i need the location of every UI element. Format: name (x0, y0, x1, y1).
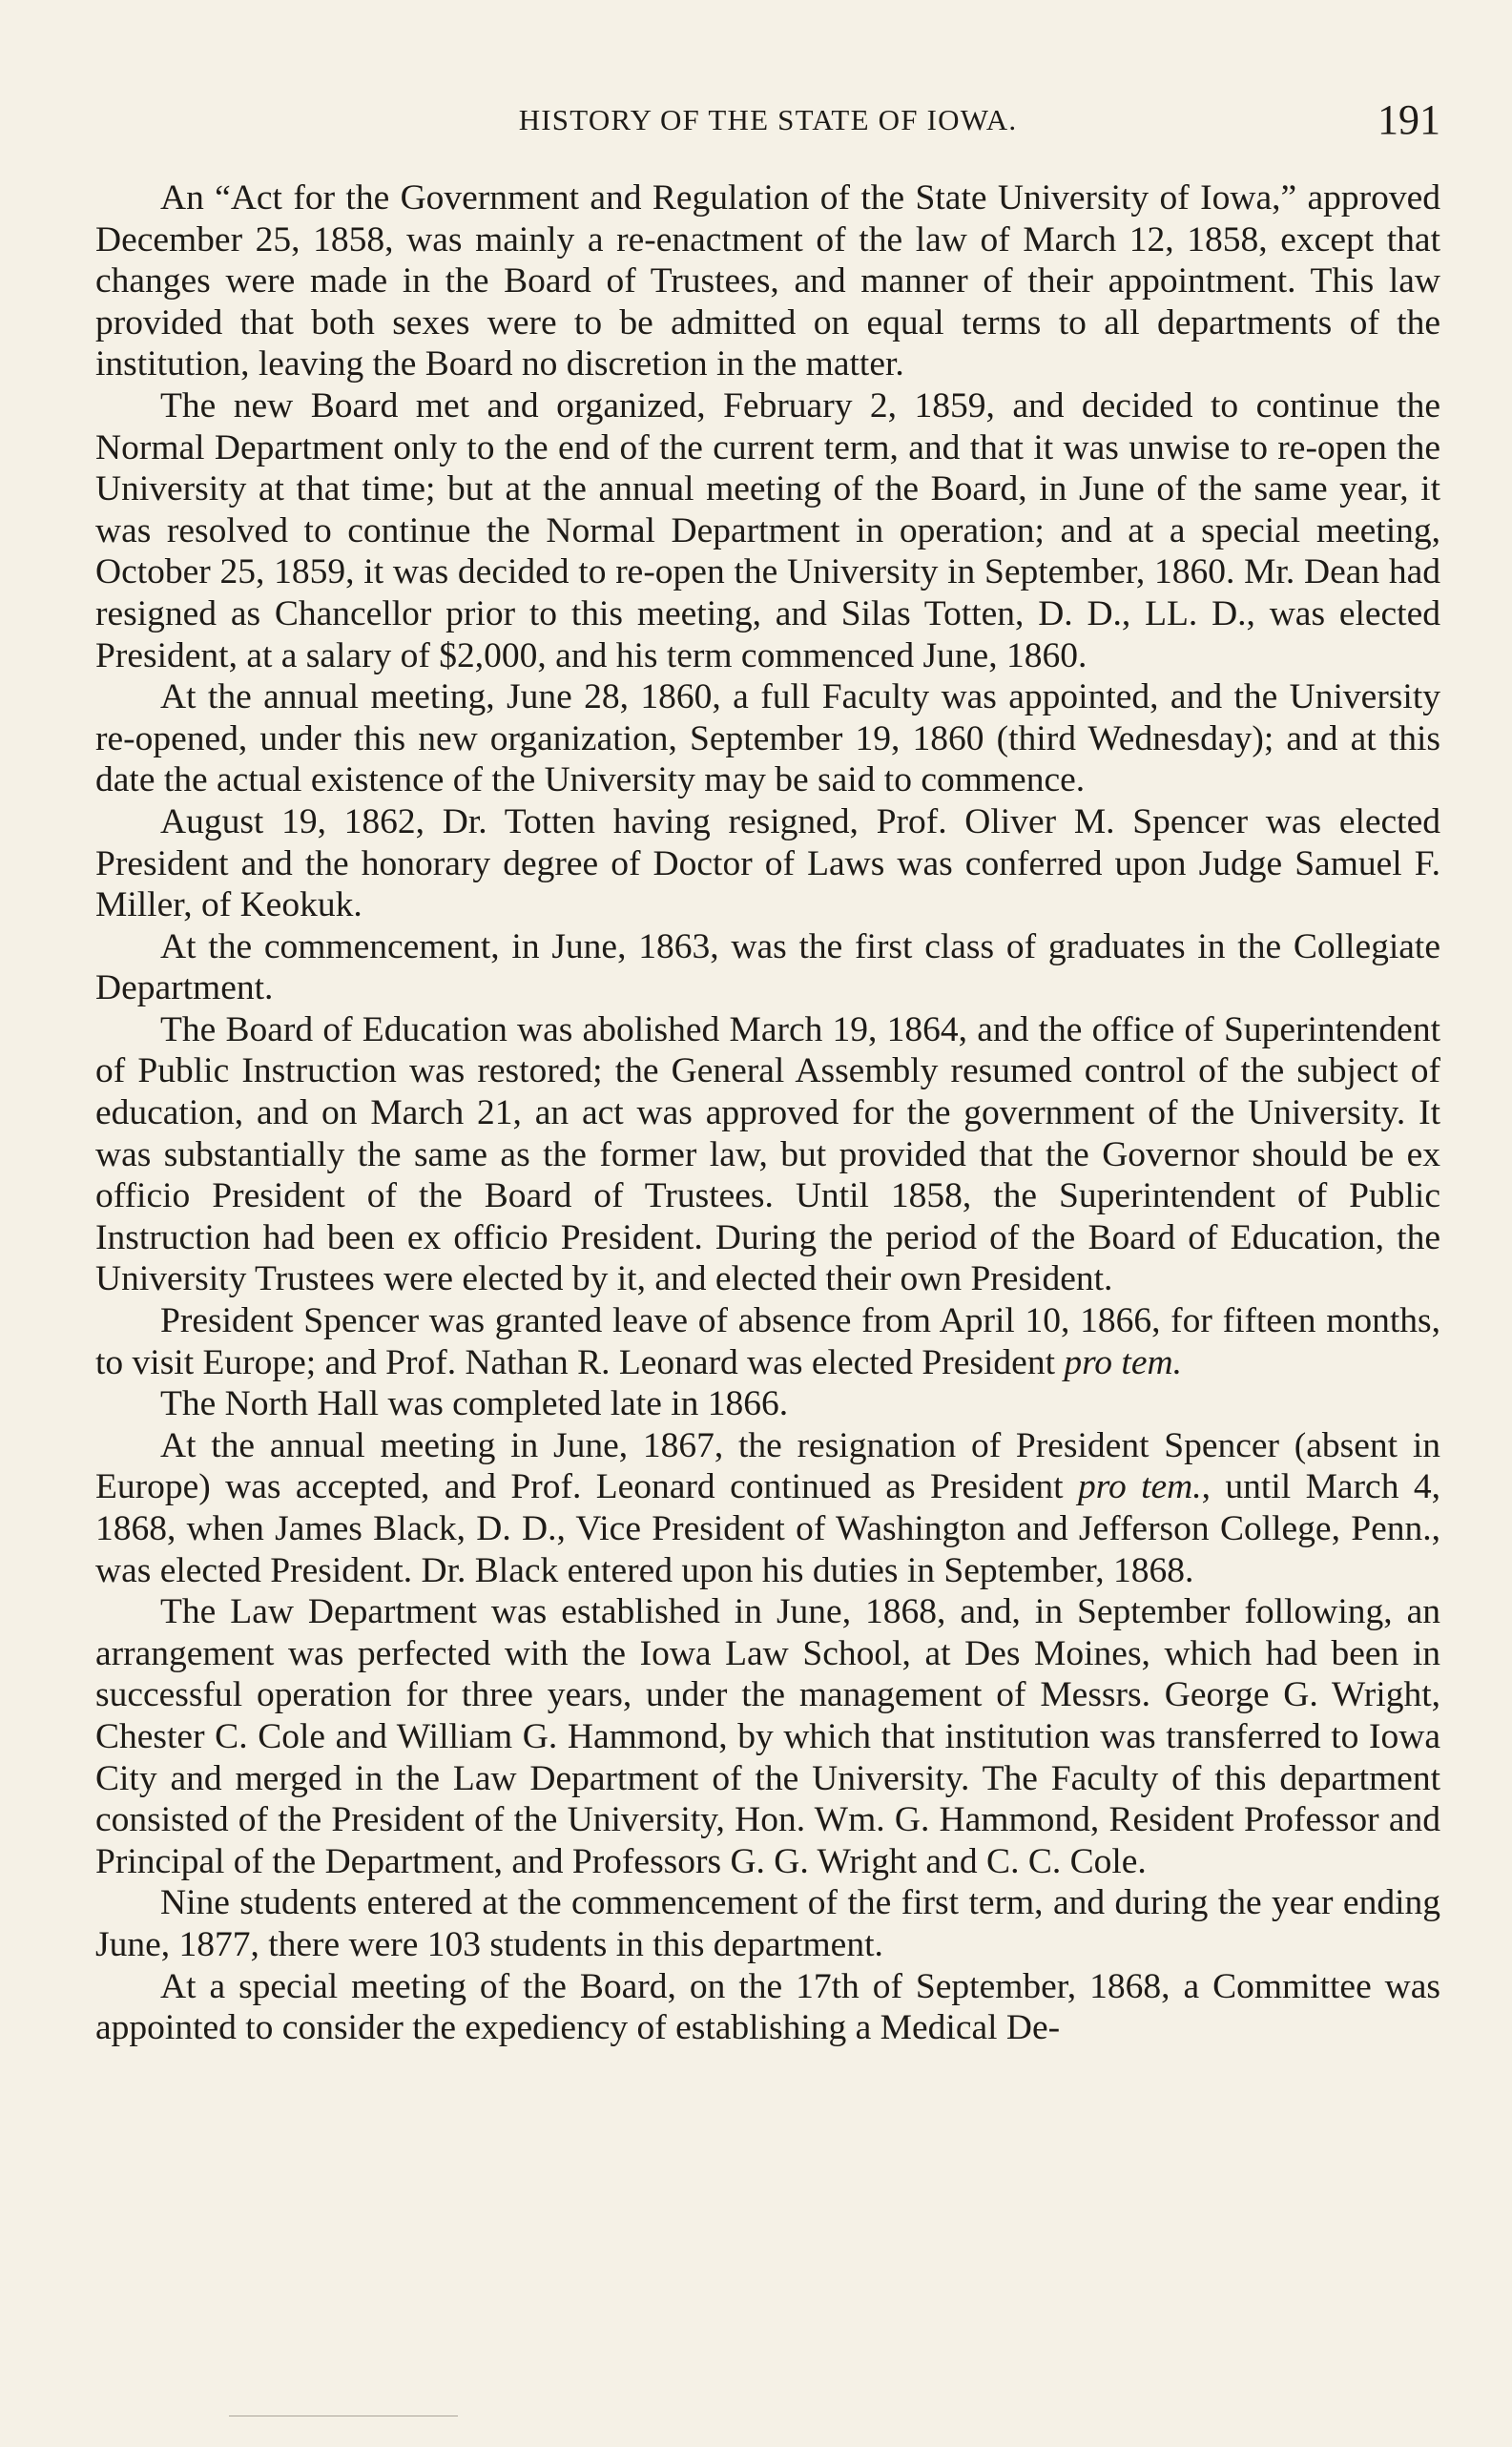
paragraph-text: Nine students entered at the commencement of the first term, and during the year ending June, 1877, there were 103 students in this department. (95, 1883, 1440, 1964)
paragraph-text: President Spencer was granted leave of absence from April 10, 1866, for fifteen months, to visit Europe; and Prof. Nathan R. Leonard was elected President (95, 1301, 1440, 1382)
paragraph (95, 1966, 1440, 2049)
running-title: HISTORY OF THE STATE OF IOWA. (518, 103, 1018, 136)
paragraph-text: At the commencement, in June, 1863, was the first class of graduates in the Collegiate Department. (95, 926, 1440, 1008)
running-head (95, 95, 1440, 153)
paragraph-text: At the annual meeting, June 28, 1860, a full Faculty was appointed, and the University re-opened, under this new organization, September 19, 1860 (third Wednesday); and at this date the actual existence of the University may be said to commence. (95, 677, 1440, 800)
italic-term: pro tem. (1078, 1467, 1202, 1507)
paragraph (95, 1300, 1440, 1383)
paragraph-text: The North Hall was completed late in 1866. (160, 1384, 789, 1424)
paragraph (95, 1882, 1440, 1965)
paragraph-text: At the annual meeting in June, 1867, the resignation of President Spencer (absent in Europe) was accepted, and Prof. Leonard continued as President (95, 1425, 1440, 1507)
paragraph (95, 1383, 1440, 1425)
paragraph-text: August 19, 1862, Dr. Totten having resigned, Prof. Oliver M. Spencer was elected President and the honorary degree of Doctor of Laws was conferred upon Judge Samuel F. Miller, of Keokuk. (95, 801, 1440, 925)
paragraph (95, 1425, 1440, 1591)
body-text (95, 177, 1440, 2049)
paragraph-text: The Board of Education was abolished March 19, 1864, and the office of Superintendent of Public Instruction was restored; the General Assembly resumed control of the subject of education, and on March 21, an act was approved for the government of the University. It was substantially the same as the former law, but provided that the Governor should be ex officio President of the Board of Trustees. Until 1858, the Superintendent of Public Instruction had been ex officio President. During the period of the Board of Education, the University Trustees were elected by it, and elected their own President. (95, 1009, 1440, 1299)
paragraph (95, 801, 1440, 926)
paragraph (95, 926, 1440, 1009)
paragraph-text: The new Board met and organized, February 2, 1859, and decided to continue the Normal Department only to the end of the current term, and that it was unwise to re-open the University at that time; but at the annual meeting of the Board, in June of the same year, it was resolved to continue the Normal Department in operation; and at a special meeting, October 25, 1859, it was decided to re-open the University in September, 1860. Mr. Dean had resigned as Chancellor prior to this meeting, and Silas Totten, D. D., LL. D., was elected President, at a salary of $2,000, and his term commenced June, 1860. (95, 385, 1440, 675)
print-smudge-mark (229, 2416, 458, 2418)
paragraph (95, 676, 1440, 801)
paragraph-text-continued: , until March 4, 1868, when James Black, D. D., Vice President of Washington and Jefferson College, Penn., was elected President. Dr. Black entered upon his duties in September, 1868. (95, 1467, 1440, 1590)
paragraph-text: The Law Department was established in June, 1868, and, in September following, an arrangement was perfected with the Iowa Law School, at Des Moines, which had been in successful operation for three years, under the management of Messrs. George G. Wright, Chester C. Cole and William G. Hammond, by which that institution was transferred to Iowa City and merged in the Law Department of the University. The Faculty of this department consisted of the President of the University, Hon. Wm. G. Hammond, Resident Professor and Principal of the Department, and Professors G. G. Wright and C. C. Cole. (95, 1592, 1440, 1881)
paragraph (95, 385, 1440, 676)
paragraph (95, 177, 1440, 385)
page-number: 191 (1377, 96, 1440, 143)
italic-term: pro tem. (1064, 1342, 1182, 1382)
paragraph-text: An “Act for the Government and Regulation of the State University of Iowa,” approved December 25, 1858, was mainly a re-enactment of the law of March 12, 1858, except that changes were made in the Board of Trustees, and manner of their appointment. This law provided that both sexes were to be admitted on equal terms to all departments of the institution, leaving the Board no discretion in the matter. (95, 178, 1440, 384)
paragraph-text: At a special meeting of the Board, on the 17th of September, 1868, a Committee was appointed to consider the expediency of establishing a Medical De- (95, 1966, 1440, 2048)
paragraph (95, 1009, 1440, 1300)
paragraph (95, 1591, 1440, 1882)
